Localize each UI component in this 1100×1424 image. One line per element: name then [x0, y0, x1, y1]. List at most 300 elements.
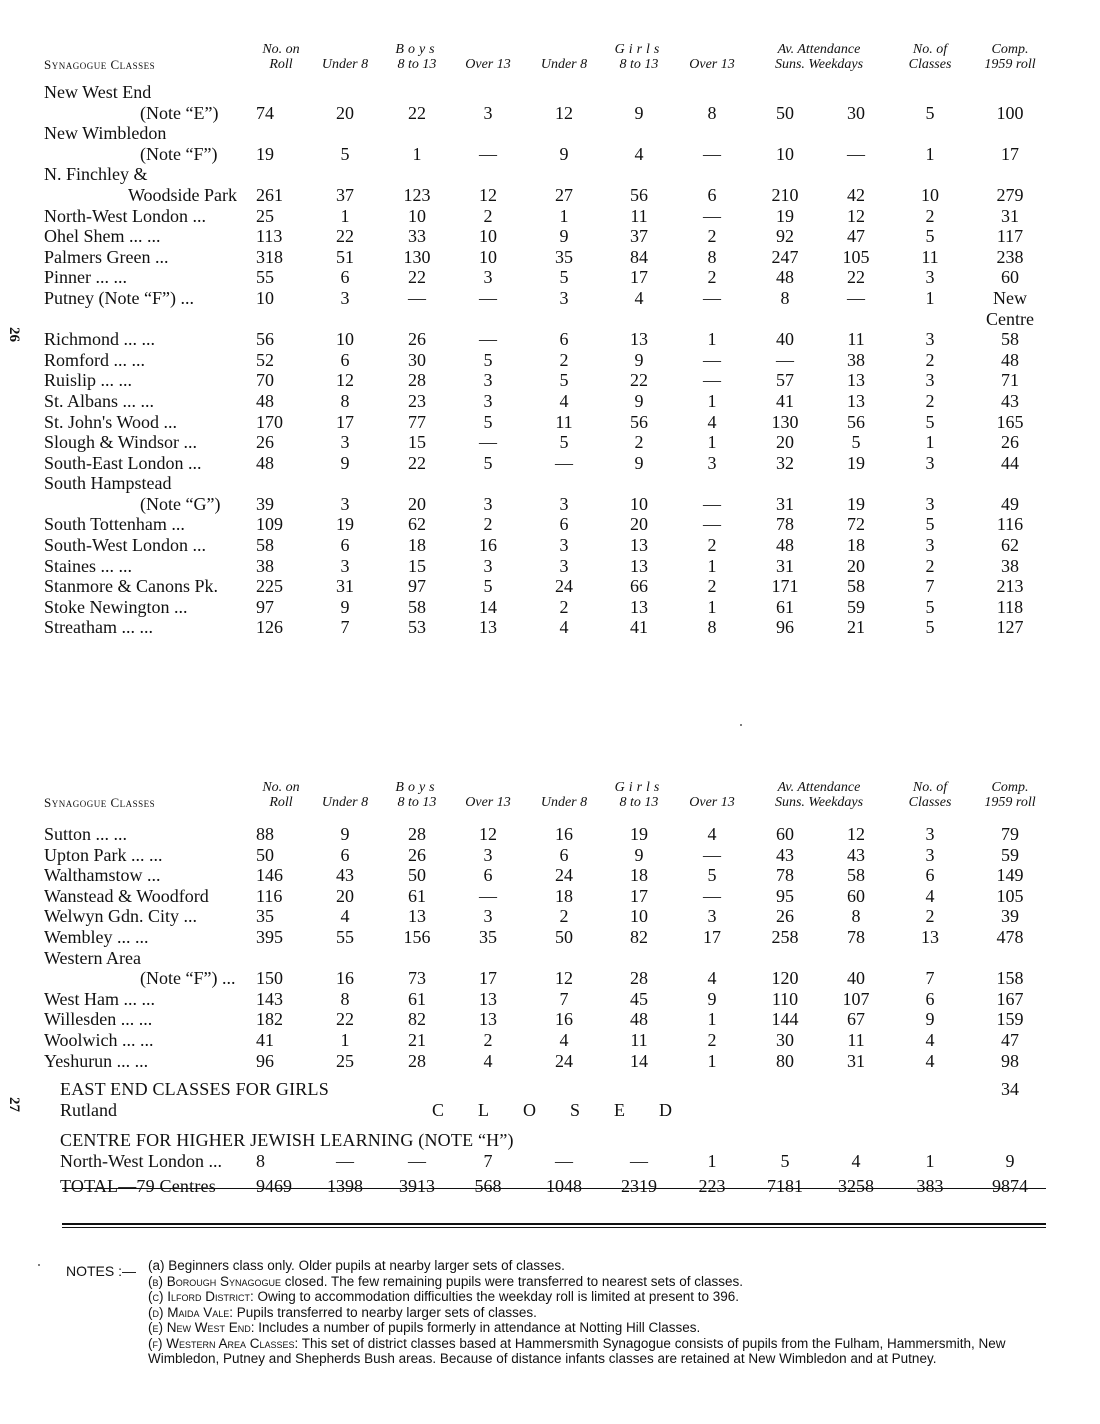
value-cell: — [703, 844, 721, 865]
value-cell: 19 [630, 824, 648, 844]
col-girls-8to13: Girls 8 to 13 [602, 780, 676, 810]
value-cell: 1 [707, 390, 717, 411]
synagogue-name-text: Ohel Shem ... ... [44, 226, 161, 247]
page-number-bottom: 27 [6, 1097, 22, 1112]
value-cell: 11 [630, 205, 648, 226]
synagogue-name-text: Woolwich ... ... [44, 1029, 154, 1050]
table-row [44, 576, 1050, 597]
value-cell: 56 [630, 411, 648, 432]
roll-value: 74 [256, 102, 274, 123]
synagogue-name-text: Streatham ... ... [44, 617, 153, 638]
value-cell: 6 [340, 349, 350, 370]
value-cell: 50 [776, 102, 794, 123]
value-cell: 167 [996, 988, 1024, 1009]
value-cell: 1 [925, 287, 935, 308]
value-cell: 7 [483, 1150, 493, 1171]
synagogue-name [44, 391, 256, 412]
total-value: 1398 [327, 1176, 363, 1197]
col-boys-8to13: Boys 8 to 13 [384, 780, 450, 810]
value-cell: 61 [408, 885, 426, 906]
value-cell: 10 [921, 184, 940, 205]
value-cell: 130 [771, 411, 799, 432]
synagogue-name: New West End [44, 82, 152, 102]
table-row [44, 1009, 1050, 1030]
value-cell: 5 [707, 865, 717, 886]
col-roll: No. on Roll [262, 780, 300, 810]
value-cell: 31 [1001, 205, 1020, 226]
value-cell: 3 [483, 906, 493, 927]
value-cell: 107 [842, 988, 870, 1009]
col-boys-8to13: Boys 8 to 13 [384, 42, 450, 72]
centre-title: CENTRE FOR HIGHER JEWISH LEARNING (NOTE “H”) [60, 1130, 514, 1151]
table-row [44, 123, 1050, 144]
roll-value: 35 [256, 906, 274, 927]
synagogue-name-text: Wanstead & Woodford [44, 885, 209, 906]
roll-value: 182 [256, 1009, 283, 1030]
roll-value: 55 [256, 267, 274, 288]
value-cell: 13 [479, 617, 497, 638]
value-cell: 18 [555, 885, 573, 906]
col-boys-under8: Under 8 [321, 795, 369, 810]
value-cell: 9 [634, 844, 644, 865]
value-cell: 22 [336, 226, 354, 247]
value-cell: 3 [559, 493, 569, 514]
comp-extra: Centre [986, 308, 1034, 329]
value-cell: — [776, 349, 794, 370]
value-cell: — [408, 287, 426, 308]
value-cell: 149 [996, 865, 1024, 886]
value-cell: 127 [996, 617, 1024, 638]
col-synagogue: Synagogue Classes [44, 57, 156, 72]
col-girls-under8: Under 8 [540, 57, 588, 72]
classes-table-bottom [44, 780, 1050, 1202]
col-boys-over13: Over 13 [465, 57, 511, 72]
print-speck [740, 724, 742, 726]
synagogue-name [44, 597, 256, 618]
value-cell: 21 [847, 617, 865, 638]
value-cell: 8 [780, 287, 790, 308]
value-cell: 2 [707, 267, 717, 288]
value-cell: 6 [340, 844, 350, 865]
value-cell: 13 [479, 1009, 497, 1030]
value-cell: 62 [1001, 535, 1020, 556]
value-cell: 1 [412, 143, 422, 164]
value-cell: 10 [336, 329, 354, 350]
roll-value: 146 [256, 865, 283, 886]
note-f: (f) Western Area Classes: This set of district classes based at Hammersmith Synagogue consists of pupils from the Fulham, Hammersmith, New Wimbledon, Putney and Shepherds Bush areas. Because of distance infants classes are retained at New Wimbledon and at Putney. [148, 1335, 1006, 1366]
synagogue-name [44, 370, 256, 391]
value-cell: 39 [1001, 906, 1020, 927]
value-cell: 2 [925, 390, 935, 411]
synagogue-name-text: Walthamstow ... [44, 865, 161, 886]
value-cell: 3 [925, 844, 935, 865]
value-cell: — [555, 1150, 573, 1171]
synagogue-name-text: Stoke Newington ... [44, 596, 188, 617]
table-row [44, 391, 1050, 412]
value-cell: 16 [555, 1009, 573, 1030]
synagogue-name [44, 329, 256, 350]
synagogue-name [44, 267, 256, 288]
synagogue-name [44, 906, 256, 927]
value-cell: 10 [479, 246, 497, 267]
total-value: 223 [698, 1176, 726, 1197]
value-cell: 56 [630, 184, 648, 205]
value-cell: 1 [707, 596, 717, 617]
total-row [44, 1172, 1050, 1202]
value-cell: 26 [408, 844, 426, 865]
value-cell: 24 [555, 865, 573, 886]
note-e: (e) New West End: Includes a number of pupils formerly in attendance at Notting Hill Classes. [148, 1320, 701, 1335]
value-cell: 1 [707, 432, 717, 453]
value-cell: 159 [996, 1009, 1024, 1030]
value-cell: 2 [707, 226, 717, 247]
roll-value: 38 [256, 555, 274, 576]
value-cell: 18 [630, 865, 648, 886]
value-cell: 4 [559, 1029, 569, 1050]
value-cell: 3 [340, 287, 350, 308]
value-cell: 3 [559, 555, 569, 576]
total-value: 7181 [767, 1176, 803, 1197]
value-cell: 10 [776, 143, 794, 164]
value-cell: 5 [780, 1150, 790, 1171]
centre-data-row [44, 1151, 1050, 1172]
roll-value: 97 [256, 596, 274, 617]
value-cell: 3 [707, 452, 717, 473]
value-cell: 43 [776, 844, 794, 865]
value-cell: 56 [847, 411, 865, 432]
synagogue-name-text: (Note “F”) [140, 143, 218, 164]
value-cell: 5 [483, 349, 493, 370]
value-cell: 2 [483, 1029, 493, 1050]
value-cell: 9 [340, 824, 350, 844]
total-value: 2319 [621, 1176, 657, 1197]
synagogue-name [44, 617, 256, 638]
value-cell: 9 [1005, 1150, 1015, 1171]
value-cell: 11 [630, 1029, 648, 1050]
value-cell: 92 [776, 226, 794, 247]
value-cell: 45 [630, 988, 648, 1009]
synagogue-name-text: (Note “G”) [140, 493, 221, 514]
note-b: (b) Borough Synagogue closed. The few remaining pupils were transferred to nearest sets of classes. [148, 1273, 743, 1289]
value-cell: 1 [707, 1009, 717, 1030]
value-cell: 57 [776, 370, 794, 391]
value-cell: 12 [479, 824, 497, 844]
synagogue-name [44, 865, 256, 886]
value-cell: 6 [559, 844, 569, 865]
value-cell: 97 [408, 576, 426, 597]
total-bottom-rule-2 [62, 1227, 1046, 1228]
value-cell: 13 [479, 988, 497, 1009]
value-cell: 3 [340, 555, 350, 576]
value-cell: 4 [634, 287, 644, 308]
value-cell: 20 [847, 555, 865, 576]
value-cell: 44 [1001, 452, 1020, 473]
synagogue-name: South Hampstead [44, 473, 172, 494]
value-cell: 2 [925, 349, 935, 370]
value-cell: 7 [559, 988, 569, 1009]
value-cell: 1 [707, 1150, 717, 1171]
value-cell: 9 [634, 452, 644, 473]
value-cell: 130 [403, 246, 431, 267]
value-cell: — [703, 205, 721, 226]
synagogue-name-cont [44, 103, 256, 124]
value-cell: 58 [1001, 329, 1020, 350]
value-cell: 3 [925, 824, 935, 844]
table-header [44, 42, 1050, 82]
table-row [44, 535, 1050, 556]
value-cell: 48 [1001, 349, 1020, 370]
value-cell: 9 [634, 349, 644, 370]
table-row [44, 247, 1050, 268]
value-cell: 2 [559, 596, 569, 617]
value-cell: 2 [559, 906, 569, 927]
synagogue-name-text: Palmers Green ... [44, 246, 169, 267]
value-cell: 19 [336, 514, 354, 535]
value-cell: 247 [771, 246, 799, 267]
col-classes: No. of Classes [908, 780, 952, 810]
value-cell: 61 [776, 596, 794, 617]
value-cell: 4 [925, 1029, 935, 1050]
value-cell: — [703, 514, 721, 535]
col-roll: No. on Roll [262, 42, 300, 72]
value-cell: 58 [847, 576, 865, 597]
value-cell: 48 [776, 535, 794, 556]
value-cell: 2 [634, 432, 644, 453]
value-cell: 14 [479, 596, 497, 617]
table-body-bottom [44, 824, 1050, 1071]
value-cell: 33 [408, 226, 426, 247]
value-cell: 10 [479, 226, 497, 247]
value-cell: 5 [483, 576, 493, 597]
value-cell: 25 [336, 1050, 354, 1071]
synagogue-name-text: Wembley ... ... [44, 926, 149, 947]
col-attendance: Av. Attendance Suns. Weekdays [774, 780, 864, 810]
value-cell: 12 [479, 184, 497, 205]
value-cell: 16 [479, 535, 497, 556]
value-cell: 82 [408, 1009, 426, 1030]
value-cell: 79 [1001, 824, 1020, 844]
value-cell: 1 [925, 1150, 935, 1171]
value-cell: 5 [851, 432, 861, 453]
table-row [44, 329, 1050, 350]
roll-value: 39 [256, 493, 274, 514]
value-cell: 4 [707, 411, 717, 432]
value-cell: 7 [340, 617, 350, 638]
synagogue-name [44, 927, 256, 948]
table-row [44, 288, 1050, 309]
girls-group-label: Girls [614, 780, 664, 795]
table-row [44, 267, 1050, 288]
value-cell: 9 [559, 226, 569, 247]
value-cell: 144 [771, 1009, 799, 1030]
value-cell: 22 [336, 1009, 354, 1030]
roll-value: 225 [256, 576, 283, 597]
roll-value: 10 [256, 287, 274, 308]
east-end-comp: 34 [1001, 1079, 1020, 1100]
value-cell: 32 [776, 452, 794, 473]
value-cell: 13 [847, 370, 865, 391]
table-row [44, 845, 1050, 866]
value-cell: 17 [630, 885, 648, 906]
value-cell: 42 [847, 184, 865, 205]
value-cell: 77 [408, 411, 426, 432]
value-cell: 6 [340, 267, 350, 288]
east-end-sub-row [44, 1100, 1050, 1121]
synagogue-name-cont [44, 968, 256, 989]
value-cell: 8 [707, 246, 717, 267]
value-cell: 165 [996, 411, 1024, 432]
value-cell: 1 [707, 1050, 717, 1071]
value-cell: — [479, 885, 497, 906]
value-cell: 27 [555, 184, 573, 205]
value-cell: 2 [925, 555, 935, 576]
table-header [44, 780, 1050, 824]
value-cell: 84 [630, 246, 648, 267]
table-row [44, 432, 1050, 453]
table-row [44, 927, 1050, 948]
value-cell: — [555, 452, 573, 473]
table-row [44, 989, 1050, 1010]
value-cell: 35 [479, 926, 497, 947]
value-cell: 71 [1001, 370, 1020, 391]
value-cell: — [479, 432, 497, 453]
roll-value: 25 [256, 205, 274, 226]
value-cell: 11 [847, 329, 865, 350]
value-cell: 28 [408, 1050, 426, 1071]
synagogue-name-text: South-West London ... [44, 535, 207, 556]
value-cell: 5 [559, 267, 569, 288]
value-cell: 6 [925, 988, 935, 1009]
value-cell: 5 [925, 514, 935, 535]
synagogue-name-cont [44, 144, 256, 165]
value-cell: 18 [408, 535, 426, 556]
synagogue-name-text: Slough & Windsor ... [44, 432, 197, 453]
synagogue-name-text: Ruislip ... ... [44, 370, 133, 391]
synagogue-name-text: Richmond ... ... [44, 329, 155, 350]
value-cell: 171 [771, 576, 799, 597]
roll-value: 143 [256, 988, 283, 1009]
synagogue-name [44, 453, 256, 474]
value-cell: 51 [336, 246, 354, 267]
value-cell: 8 [851, 906, 861, 927]
value-cell: 6 [340, 535, 350, 556]
value-cell: 40 [847, 968, 865, 989]
value-cell: 2 [707, 535, 717, 556]
value-cell: 26 [408, 329, 426, 350]
value-cell: — [703, 349, 721, 370]
value-cell: 11 [847, 1029, 865, 1050]
synagogue-name-text: Upton Park ... ... [44, 844, 163, 865]
total-label: TOTAL—79 Centres [60, 1176, 216, 1197]
total-roll: 9469 [256, 1176, 292, 1197]
value-cell: 5 [559, 432, 569, 453]
table-row [44, 370, 1050, 391]
value-cell: — [703, 370, 721, 391]
value-cell: 16 [336, 968, 354, 989]
value-cell: 5 [925, 617, 935, 638]
value-cell: 50 [408, 865, 426, 886]
boys-group-label: Boys [395, 42, 439, 57]
table-row [44, 597, 1050, 618]
value-cell: 4 [925, 1050, 935, 1071]
value-cell: 3 [483, 370, 493, 391]
value-cell: 72 [847, 514, 865, 535]
value-cell: 4 [340, 906, 350, 927]
table-row [44, 494, 1050, 515]
value-cell: 4 [851, 1150, 861, 1171]
value-cell: 5 [483, 411, 493, 432]
value-cell: 37 [336, 184, 354, 205]
synagogue-name-text: North-West London ... [44, 205, 207, 226]
table-row [44, 82, 1050, 103]
value-cell: 9 [559, 143, 569, 164]
value-cell: 13 [408, 906, 426, 927]
value-cell: 62 [408, 514, 426, 535]
value-cell: 17 [336, 411, 354, 432]
total-value: 9874 [992, 1176, 1029, 1197]
value-cell: 26 [776, 906, 794, 927]
value-cell: 110 [771, 988, 799, 1009]
value-cell: — [703, 287, 721, 308]
roll-value: 88 [256, 824, 274, 844]
value-cell: 3 [925, 452, 935, 473]
synagogue-name [44, 514, 256, 535]
synagogue-name [44, 1009, 256, 1030]
synagogue-name-text: (Note “F”) ... [140, 968, 236, 989]
synagogue-name [44, 886, 256, 907]
col-girls-over13: Over 13 [689, 57, 735, 72]
value-cell: 80 [776, 1050, 794, 1071]
synagogue-name-text: Putney (Note “F”) ... [44, 287, 194, 308]
value-cell: 58 [847, 865, 865, 886]
value-cell: 49 [1001, 493, 1020, 514]
roll-value: 26 [256, 432, 274, 453]
value-cell: 6 [559, 514, 569, 535]
synagogue-name [44, 576, 256, 597]
value-cell: 4 [483, 1050, 493, 1071]
centre-roll: 8 [256, 1150, 265, 1171]
value-cell: 20 [776, 432, 794, 453]
roll-value: 318 [256, 246, 283, 267]
value-cell: 8 [707, 102, 717, 123]
value-cell: 3 [559, 287, 569, 308]
roll-value: 56 [256, 329, 274, 350]
roll-value: 116 [256, 885, 283, 906]
synagogue-name: Western Area [44, 947, 142, 968]
value-cell: 23 [408, 390, 426, 411]
value-cell: 31 [336, 576, 354, 597]
value-cell: 21 [408, 1029, 426, 1050]
value-cell: 58 [408, 596, 426, 617]
value-cell: 82 [630, 926, 648, 947]
value-cell: 10 [408, 205, 426, 226]
value-cell: 3 [483, 267, 493, 288]
value-cell: 47 [847, 226, 865, 247]
roll-value: 41 [256, 1029, 274, 1050]
value-cell: 3 [559, 535, 569, 556]
value-cell: 30 [847, 102, 865, 123]
value-cell: 13 [921, 926, 940, 947]
col-boys-over13: Over 13 [465, 795, 511, 810]
col-girls-under8: Under 8 [540, 795, 588, 810]
value-cell: 5 [483, 452, 493, 473]
value-cell: 19 [847, 452, 865, 473]
table-row [44, 185, 1050, 206]
value-cell: 118 [996, 596, 1024, 617]
value-cell: 1 [707, 555, 717, 576]
synagogue-name-text: South Tottenham ... [44, 514, 185, 535]
synagogue-name [44, 535, 256, 556]
